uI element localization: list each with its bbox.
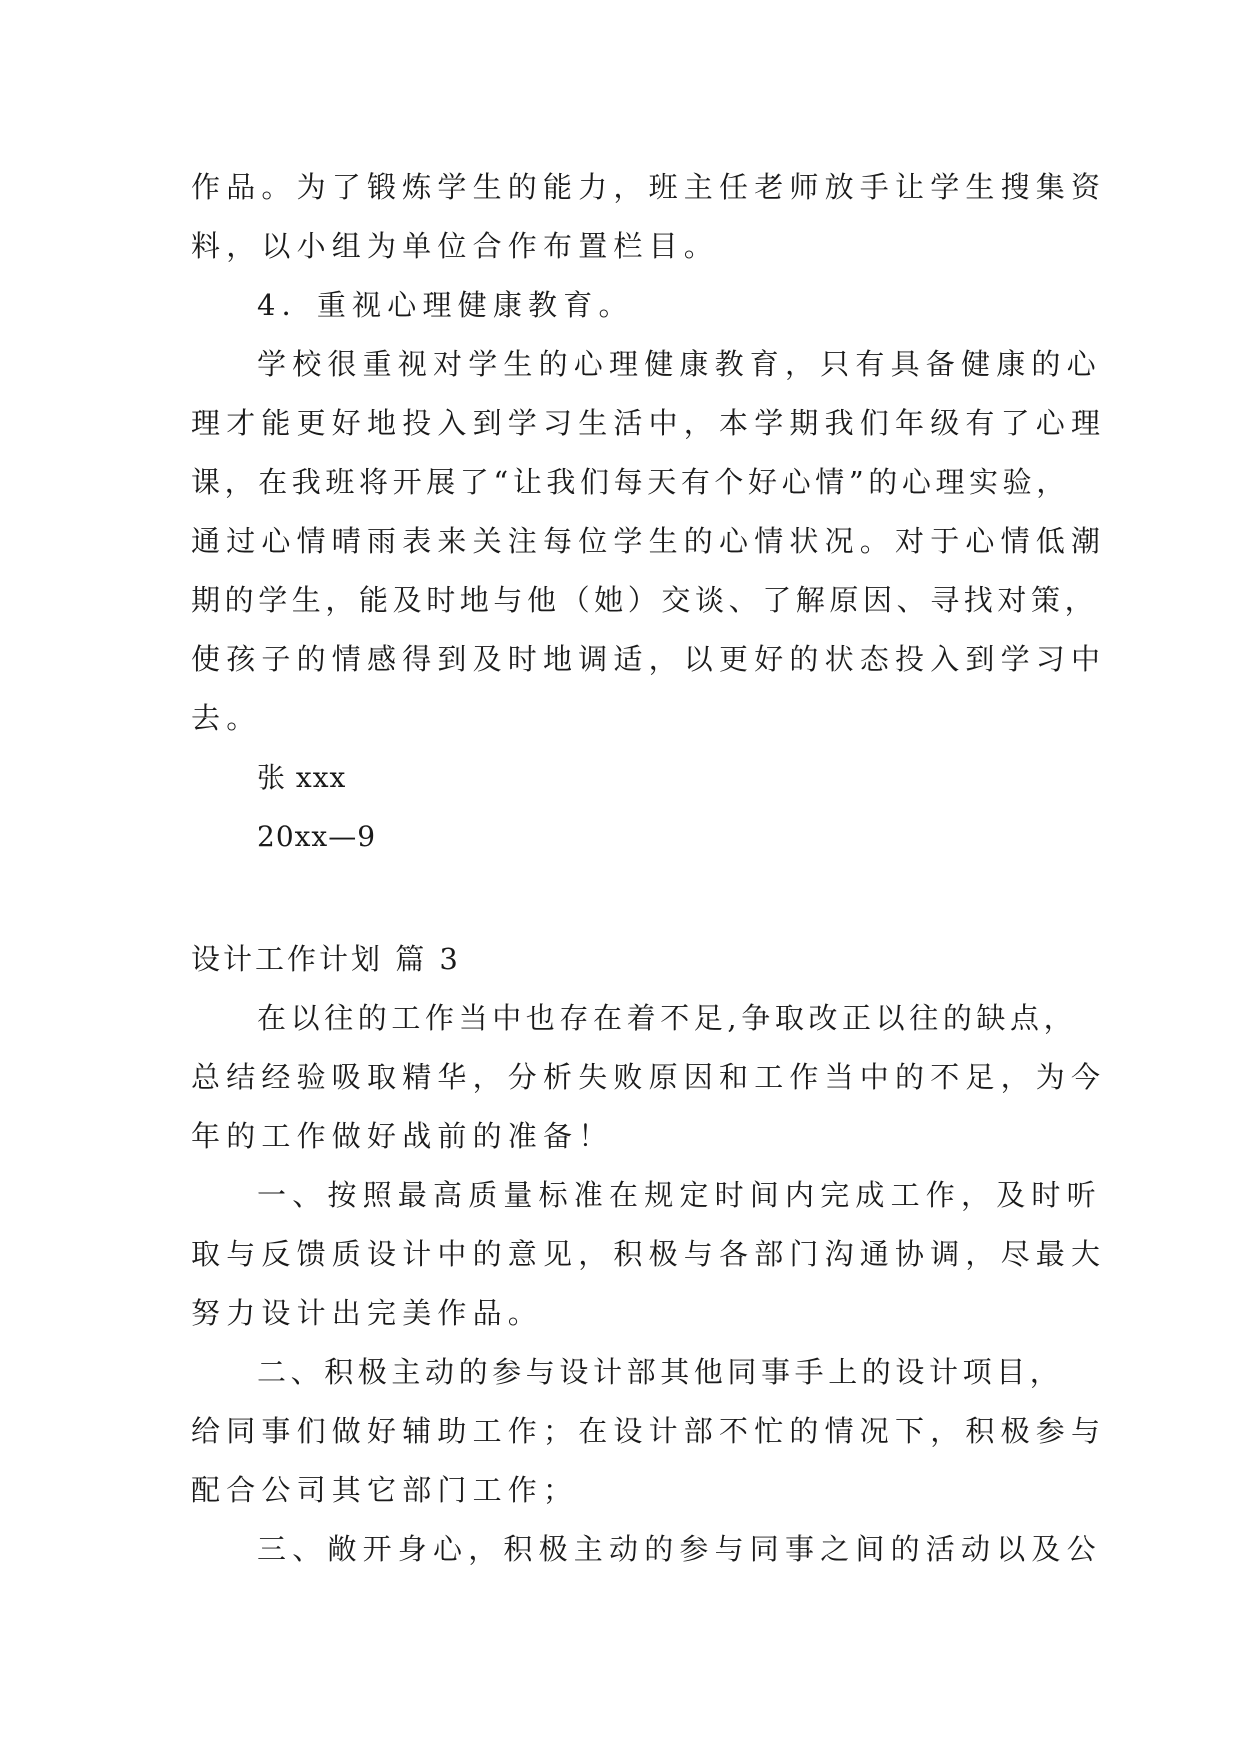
paragraph-line: 去。: [191, 701, 262, 735]
paragraph-line: 年的工作做好战前的准备！: [191, 1119, 614, 1153]
paragraph-line: 使孩子的情感得到及时地调适，以更好的状态投入到学习中: [191, 642, 1107, 676]
paragraph-line: 给同事们做好辅助工作；在设计部不忙的情况下，积极参与: [191, 1414, 1107, 1448]
paragraph-line: 二、积极主动的参与设计部其他同事手上的设计项目，: [257, 1355, 1064, 1389]
paragraph-line: 一、按照最高质量标准在规定时间内完成工作，及时听: [257, 1178, 1102, 1212]
paragraph-line: 通过心情晴雨表来关注每位学生的心情状况。对于心情低潮: [191, 524, 1107, 558]
item-heading: 4．重视心理健康教育。: [257, 288, 634, 322]
section-spacer: [191, 866, 1051, 930]
paragraph-line: 在以往的工作当中也存在着不足,争取改正以往的缺点，: [257, 1001, 1078, 1035]
paragraph-line: 配合公司其它部门工作；: [191, 1473, 579, 1507]
signature-date: 20xx—9: [257, 820, 377, 853]
paragraph-line: 总结经验吸取精华，分析失败原因和工作当中的不足，为今: [191, 1060, 1107, 1094]
section-title: 设计工作计划 篇 3: [191, 942, 461, 976]
paragraph-line: 取与反馈质设计中的意见，积极与各部门沟通协调，尽最大: [191, 1237, 1107, 1271]
paragraph-line: 三、敞开身心，积极主动的参与同事之间的活动以及公: [257, 1532, 1102, 1566]
signature-name: 张 xxx: [257, 761, 347, 794]
paragraph-line: 学校很重视对学生的心理健康教育，只有具备健康的心: [257, 347, 1102, 381]
paragraph-line: 作品。为了锻炼学生的能力，班主任老师放手让学生搜集资: [191, 170, 1107, 204]
paragraph-line: 努力设计出完美作品。: [191, 1296, 544, 1330]
paragraph-line: 课，在我班将开展了“让我们每天有个好心情”的心理实验，: [191, 465, 1070, 499]
paragraph-line: 理才能更好地投入到学习生活中，本学期我们年级有了心理: [191, 406, 1107, 440]
paragraph-line: 期的学生，能及时地与他（她）交谈、了解原因、寻找对策，: [191, 583, 1099, 617]
document-body: [191, 158, 1107, 1579]
paragraph-line: 料，以小组为单位合作布置栏目。: [191, 229, 720, 263]
